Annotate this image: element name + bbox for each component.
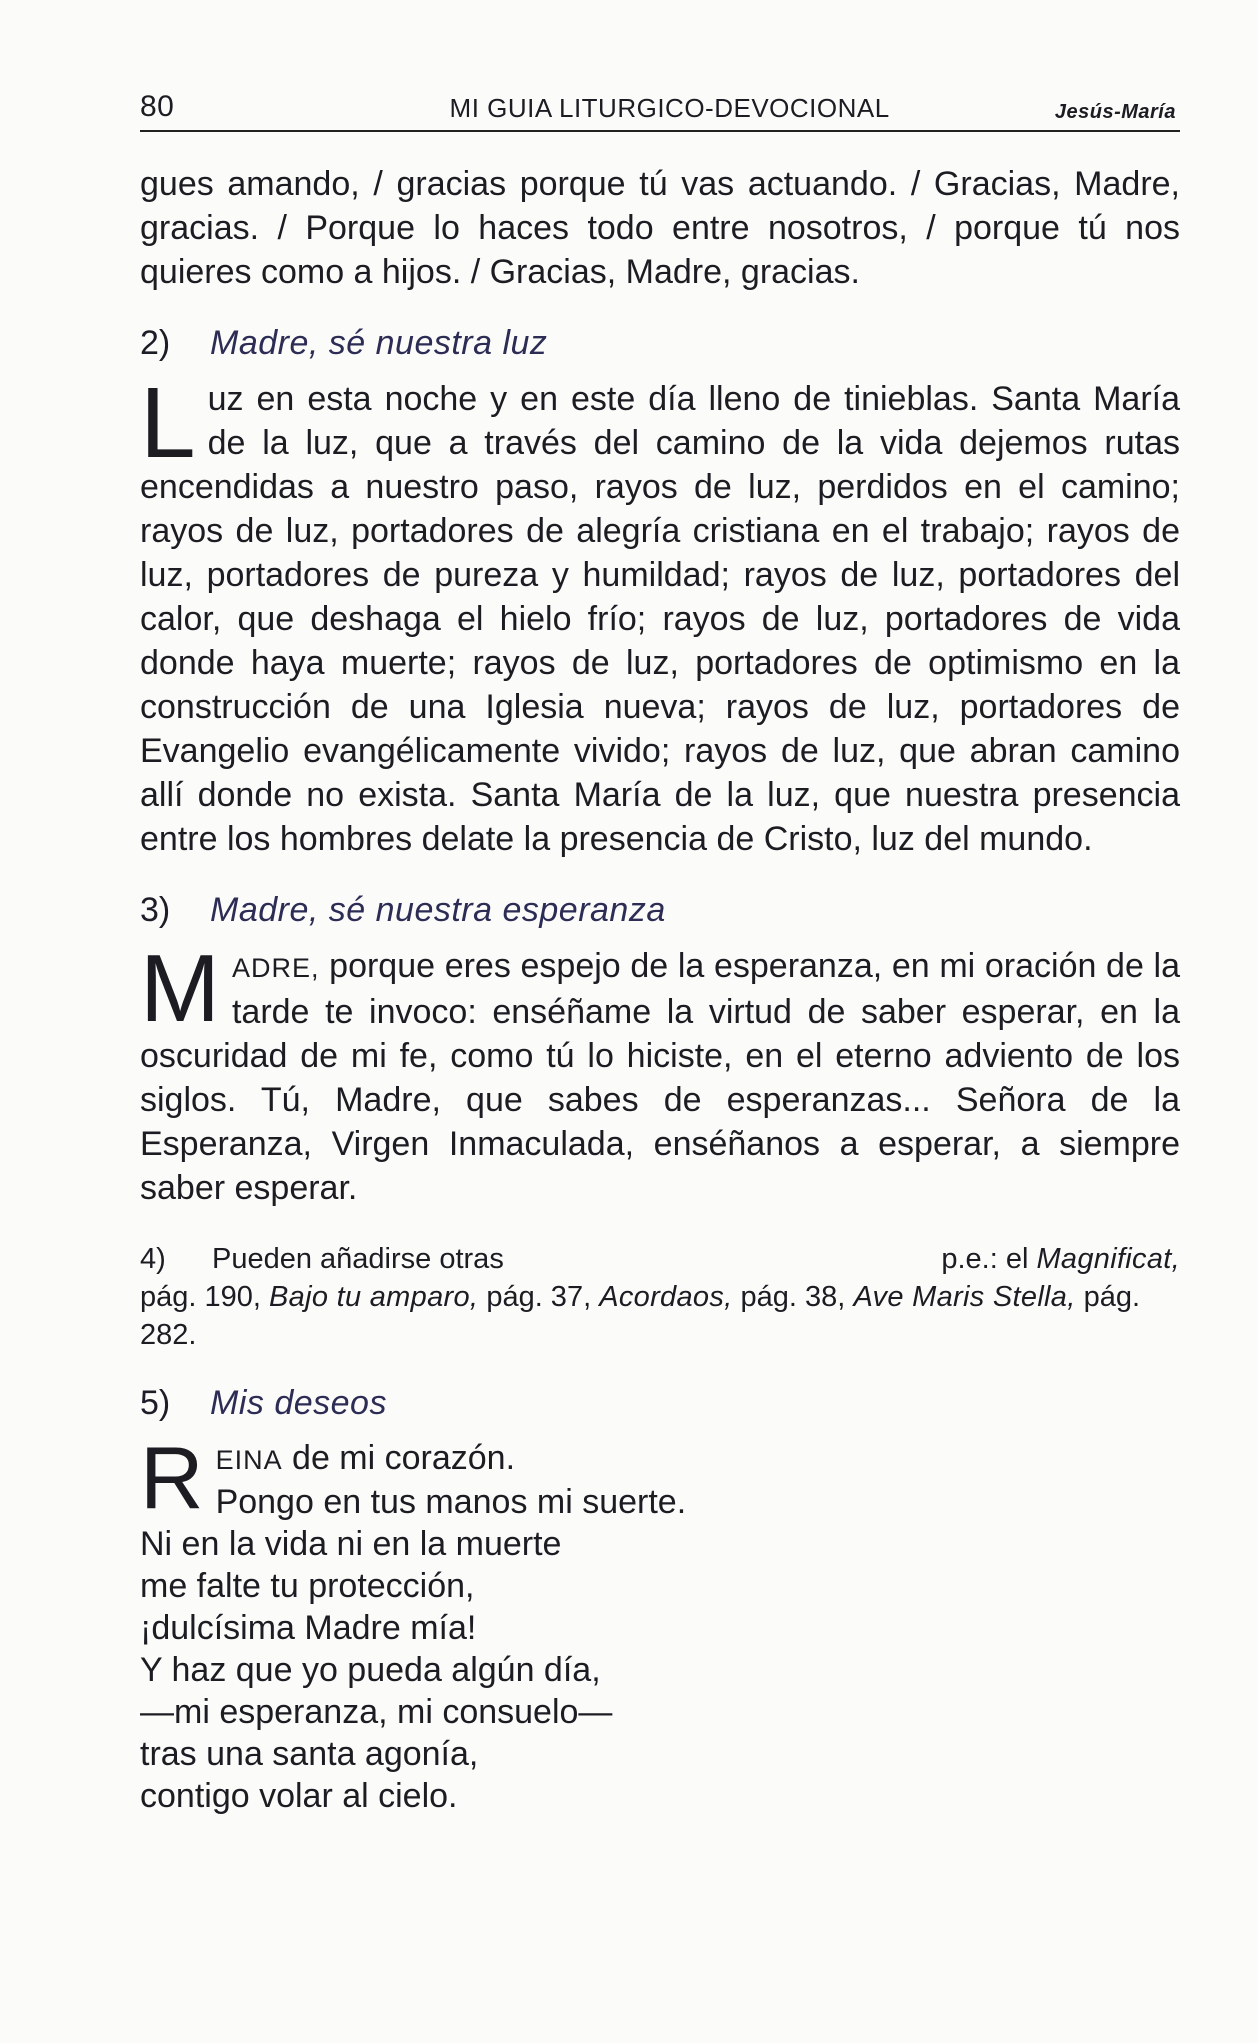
section-4-first-line	[140, 1240, 1180, 1278]
section-3-text: porque eres espejo de la esperanza, en mi oración de la tarde te invoco: enséñame la virtud de saber esperar, en la oscuridad de mi fe, como tú lo hiciste, en el eterno adviento de los siglos. Tú, Madre, que sabes de esperanzas... Señora de la Esperanza, Virgen Inmaculada, enséñanos a esperar, a siempre saber esperar.	[140, 947, 1180, 1207]
poem-line-9: contigo volar al cielo.	[140, 1777, 458, 1815]
page-ref-4: pág. 282.	[140, 1281, 1141, 1351]
section-3-title: Madre, sé nuestra esperanza	[210, 891, 666, 929]
eg-label: p.e.: el	[941, 1243, 1029, 1275]
poem-small-caps: EINA	[215, 1445, 283, 1475]
drop-cap-m: M	[140, 935, 220, 1042]
bajo-tu-amparo-title: Bajo tu amparo,	[269, 1281, 479, 1313]
section-4-references	[140, 1278, 1180, 1354]
section-5-title: Mis deseos	[210, 1384, 387, 1422]
section-4-text-start: Pueden añadirse otras	[212, 1243, 504, 1275]
book-title: MI GUIA LITURGICO-DEVOCIONAL	[449, 93, 890, 123]
poem-first-line-rest: de mi corazón.	[282, 1439, 516, 1477]
section-3-small-caps: ADRE,	[231, 953, 320, 983]
intro-paragraph: gues amando, / gracias porque tú vas actuando. / Gracias, Madre, gracias. / Porque lo haces todo entre nosotros, / porque tú nos quieres como a hijos. / Gracias, Madre, gracias.	[140, 165, 1180, 291]
magnificat-title: Magnificat,	[1036, 1243, 1180, 1275]
poem	[140, 1428, 1180, 1817]
ave-maris-stella-title: Ave Maris Stella,	[853, 1281, 1076, 1313]
section-2-text: uz en esta noche y en este día lleno de tinieblas. Santa María de la luz, que a través del camino de la vida dejemos rutas encendidas a nuestro paso, rayos de luz, perdidos en el camino; rayos de luz, portadores de alegría cristiana en el trabajo; rayos de luz, portadores de pureza y humildad; rayos de luz, portadores del calor, que deshaga el hielo frío; rayos de luz, portadores de vida donde haya muerte; rayos de luz, portadores de optimismo en la construcción de una Iglesia nueva; rayos de luz, portadores de Evangelio evangélicamente vivido; rayos de luz, que abran camino allí donde no exista. Santa María de la luz, que nuestra presencia entre los hombres delate la presencia de Cristo, luz del mundo.	[140, 380, 1180, 858]
section-3-number: 3)	[140, 891, 171, 929]
section-5-number: 5)	[140, 1384, 171, 1422]
section-4-note	[140, 1240, 1180, 1354]
poem-line-2: Pongo en tus manos mi suerte.	[215, 1483, 687, 1521]
poem-line-1	[140, 1437, 1180, 1481]
section-5-heading	[140, 1384, 1180, 1423]
poem-line-6: Y haz que yo pueda algún día,	[140, 1651, 601, 1689]
section-2-paragraph	[140, 367, 1180, 861]
poem-line-5: ¡dulcísima Madre mía!	[140, 1609, 477, 1647]
poem-line-3: Ni en la vida ni en la muerte	[140, 1525, 562, 1563]
section-3-heading	[140, 891, 1180, 930]
drop-cap-r: R	[140, 1428, 204, 1527]
running-header	[140, 90, 1180, 132]
publisher-name: Jesús-María	[1054, 101, 1176, 123]
section-2-number: 2)	[140, 324, 171, 362]
section-4-number: 4)	[140, 1243, 166, 1275]
page-ref-3: pág. 38,	[740, 1281, 846, 1313]
section-2-title: Madre, sé nuestra luz	[210, 324, 548, 362]
page-content	[140, 90, 1180, 1817]
section-2-heading	[140, 324, 1180, 363]
poem-line-8: tras una santa agonía,	[140, 1735, 479, 1773]
poem-line-7: —mi esperanza, mi consuelo—	[140, 1693, 613, 1731]
section-3-paragraph	[140, 935, 1180, 1210]
section-4-eg	[941, 1240, 1180, 1278]
acordaos-title: Acordaos,	[599, 1281, 733, 1313]
page-ref-2: pág. 37,	[486, 1281, 592, 1313]
page-ref-1: pág. 190,	[140, 1281, 261, 1313]
drop-cap-l: L	[140, 367, 196, 479]
poem-line-4: me falte tu protección,	[140, 1567, 475, 1605]
page-number: 80	[140, 90, 175, 123]
